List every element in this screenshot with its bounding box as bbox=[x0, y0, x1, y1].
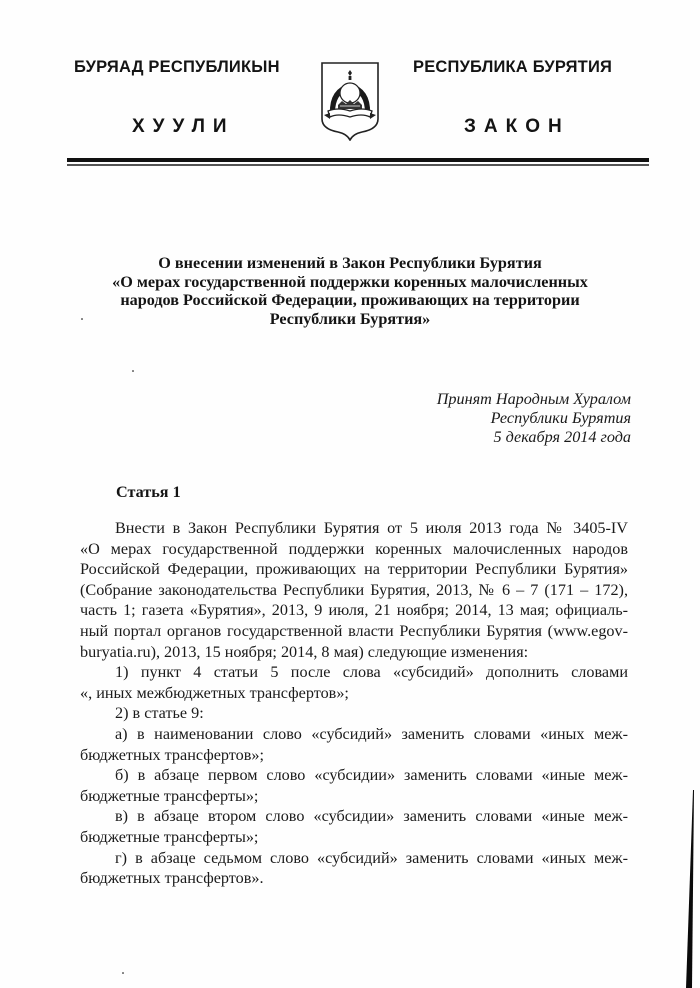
scan-speck bbox=[81, 318, 83, 320]
law-title-line: народов Российской Федерации, проживающих на территории bbox=[120, 291, 580, 309]
law-title bbox=[90, 254, 610, 328]
list-item-2: 2) в статье 9: bbox=[115, 704, 204, 723]
list-item-1: 1) пункт 4 статьи 5 после слова «субсидий» дополнить словами bbox=[115, 663, 628, 682]
list-item-2c: в) в абзаце втором слово «субсидии» заменить словами «иные меж- bbox=[115, 807, 628, 826]
header-divider-thin bbox=[67, 164, 649, 166]
adoption-line: Принят Народным Хуралом bbox=[436, 390, 631, 408]
law-title-line: «О мерах государственной поддержки коренных малочисленных bbox=[112, 272, 588, 291]
law-title-line: Республики Бурятия» bbox=[269, 309, 431, 328]
scan-speck bbox=[122, 972, 124, 974]
list-item-2d: г) в абзаце седьмом слово «субсидий» заменить словами «иных меж- bbox=[115, 848, 628, 867]
header-divider-thick bbox=[67, 158, 649, 162]
adoption-line: Республики Бурятия bbox=[490, 409, 631, 427]
body-line: Российской Федерации, проживающих на территории Республики Бурятия» bbox=[80, 560, 628, 579]
list-item-2a: а) в наименовании слово «субсидий» заменить словами «иных меж- bbox=[115, 724, 628, 743]
list-item-1-cont: «, иных межбюджетных трансфертов»; bbox=[80, 683, 349, 702]
body-line: «О мерах государственной поддержки коренных малочисленных народов bbox=[80, 539, 628, 558]
body-line: ный портал органов государственной власти Республики Бурятия (www.egov- bbox=[80, 621, 628, 640]
header-right-top: РЕСПУБЛИКА БУРЯТИЯ bbox=[413, 58, 613, 76]
scan-speck bbox=[132, 370, 134, 372]
body-line: Внести в Закон Республики Бурятия от 5 июля 2013 года № 3405-IV bbox=[115, 519, 628, 537]
article-body bbox=[80, 518, 628, 889]
body-line: часть 1; газета «Бурятия», 2013, 9 июля, 21 ноября; 2014, 13 мая; официаль- bbox=[80, 601, 628, 620]
law-title-line: О внесении изменений в Закон Республики Бурятия bbox=[158, 254, 542, 272]
list-item-2d-cont: бюджетных трансфертов». bbox=[80, 869, 264, 888]
body-line: (Собрание законодательства Республики Бурятия, 2013, № 6 – 7 (171 – 172), bbox=[80, 580, 628, 599]
list-item-2b: б) в абзаце первом слово «субсидии» заменить словами «иные меж- bbox=[115, 766, 628, 785]
adoption-note bbox=[437, 390, 631, 447]
coat-of-arms-icon bbox=[320, 61, 380, 141]
list-item-2a-cont: бюджетных трансфертов»; bbox=[80, 745, 264, 764]
list-item-2c-cont: бюджетные трансферты»; bbox=[80, 827, 259, 846]
scan-edge-shadow bbox=[680, 790, 700, 988]
article-heading: Статья 1 bbox=[116, 483, 181, 501]
adoption-date: 5 декабря 2014 года bbox=[493, 428, 631, 446]
list-item-2b-cont: бюджетные трансферты»; bbox=[80, 786, 259, 805]
body-line: buryatia.ru), 2013, 15 ноября; 2014, 8 мая) следующие изменения: bbox=[80, 642, 529, 661]
header-right-bottom: ЗАКОН bbox=[464, 116, 570, 137]
header-left-bottom: ХУУЛИ bbox=[132, 116, 235, 137]
header-left-top: БУРЯАД РЕСПУБЛИКЫН bbox=[74, 58, 280, 76]
